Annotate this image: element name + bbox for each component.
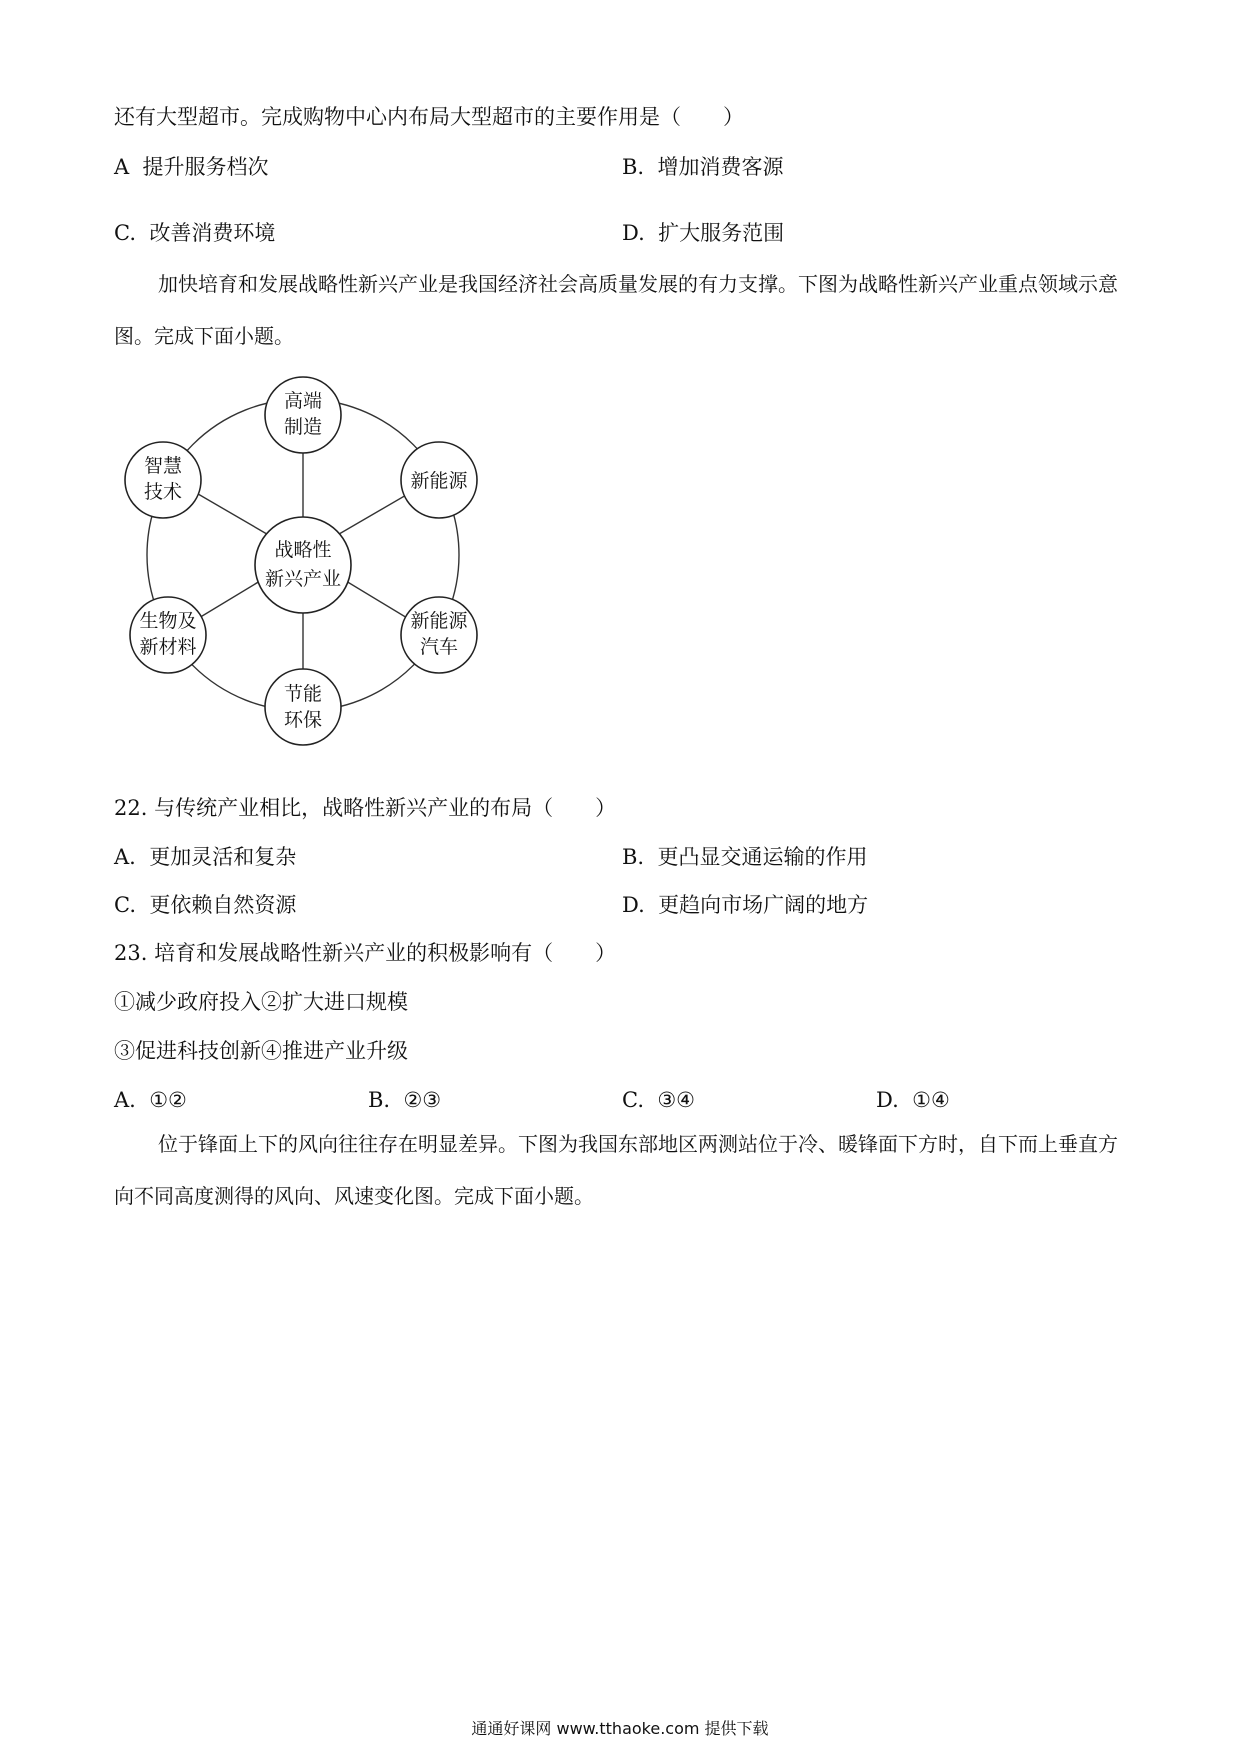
q21-option-b[interactable] [622, 152, 783, 182]
center-label-line2: 新兴产业 [264, 568, 342, 590]
option-letter: D. [622, 893, 645, 917]
node-label: 新能源 [410, 470, 468, 492]
option-text: 改善消费环境 [149, 221, 276, 245]
option-letter: A. [114, 1088, 136, 1112]
node-label: 生物及 [139, 610, 197, 632]
center-label-line1: 战略性 [274, 539, 332, 561]
option-letter: C. [114, 893, 136, 917]
option-letter: B. [622, 155, 645, 179]
page-footer: 通通好课网 www.tthaoke.com 提供下载 [471, 1719, 769, 1738]
node-smart-tech [125, 442, 201, 518]
q22-stem: 22. 与传统产业相比，战略性新兴产业的布局（ ） [114, 796, 617, 820]
node-bio-materials [130, 597, 206, 673]
option-letter: A [114, 155, 130, 179]
passage-strategic-industries: 加快培育和发展战略性新兴产业是我国经济社会高质量发展的有力支撑。下图为战略性新兴产业重点领域示意图。完成下面小题。 [114, 272, 1118, 348]
node-energy-saving [265, 669, 341, 745]
node-label: 高端 [283, 390, 323, 412]
option-letter: B. [368, 1088, 391, 1112]
option-letter: D. [622, 221, 645, 245]
q22-option-c[interactable] [114, 890, 296, 920]
node-high-end-manufacturing [265, 377, 341, 453]
node-label: 节能 [283, 683, 323, 705]
node-new-energy-vehicles [401, 597, 477, 673]
option-text: ②③ [403, 1088, 442, 1112]
node-label: 新能源 [410, 610, 468, 632]
option-letter: B. [622, 845, 645, 869]
q21-option-c[interactable] [114, 218, 275, 248]
option-text: 增加消费客源 [657, 155, 784, 179]
center-node [255, 517, 351, 613]
q21-stem: 还有大型超市。完成购物中心内布局大型超市的主要作用是（ ） [114, 105, 744, 129]
option-text: 更凸显交通运输的作用 [657, 845, 868, 869]
node-new-energy [401, 442, 477, 518]
option-text: 更依赖自然资源 [149, 893, 297, 917]
q23-option-b[interactable] [368, 1085, 441, 1115]
option-text: ①④ [912, 1088, 950, 1112]
q23-stem: 23. 培育和发展战略性新兴产业的积极影响有（ ） [114, 941, 617, 965]
option-letter: A. [114, 845, 136, 869]
q23-items-line2: ③促进科技创新④推进产业升级 [114, 1039, 408, 1063]
q23-option-c[interactable] [622, 1085, 695, 1115]
option-text: 提升服务档次 [142, 155, 269, 179]
q22-option-d[interactable] [622, 890, 868, 920]
node-label: 新材料 [139, 636, 197, 658]
option-text: 更趋向市场广阔的地方 [658, 893, 869, 917]
option-text: 更加灵活和复杂 [149, 845, 297, 869]
option-letter: D. [876, 1088, 899, 1112]
strategic-industries-diagram [118, 370, 488, 755]
q22-option-a[interactable] [114, 842, 296, 872]
option-text: ③④ [657, 1088, 696, 1112]
passage-front-winds: 位于锋面上下的风向往往存在明显差异。下图为我国东部地区两测站位于冷、暖锋面下方时，自下而上垂直方向不同高度测得的风向、风速变化图。完成下面小题。 [114, 1132, 1118, 1208]
node-label: 汽车 [419, 636, 459, 658]
option-letter: C. [114, 221, 136, 245]
option-text: 扩大服务范围 [658, 221, 785, 245]
node-label: 技术 [143, 481, 183, 503]
node-label: 环保 [283, 709, 323, 731]
q23-items-line1: ①减少政府投入②扩大进口规模 [114, 990, 408, 1014]
q21-option-d[interactable] [622, 218, 784, 248]
option-letter: C. [622, 1088, 644, 1112]
q22-option-b[interactable] [622, 842, 867, 872]
q23-option-a[interactable] [114, 1085, 187, 1115]
option-text: ①② [149, 1088, 187, 1112]
q21-option-a[interactable] [114, 152, 269, 182]
q23-option-d[interactable] [876, 1085, 950, 1115]
node-label: 智慧 [143, 455, 183, 477]
node-label: 制造 [283, 416, 323, 438]
